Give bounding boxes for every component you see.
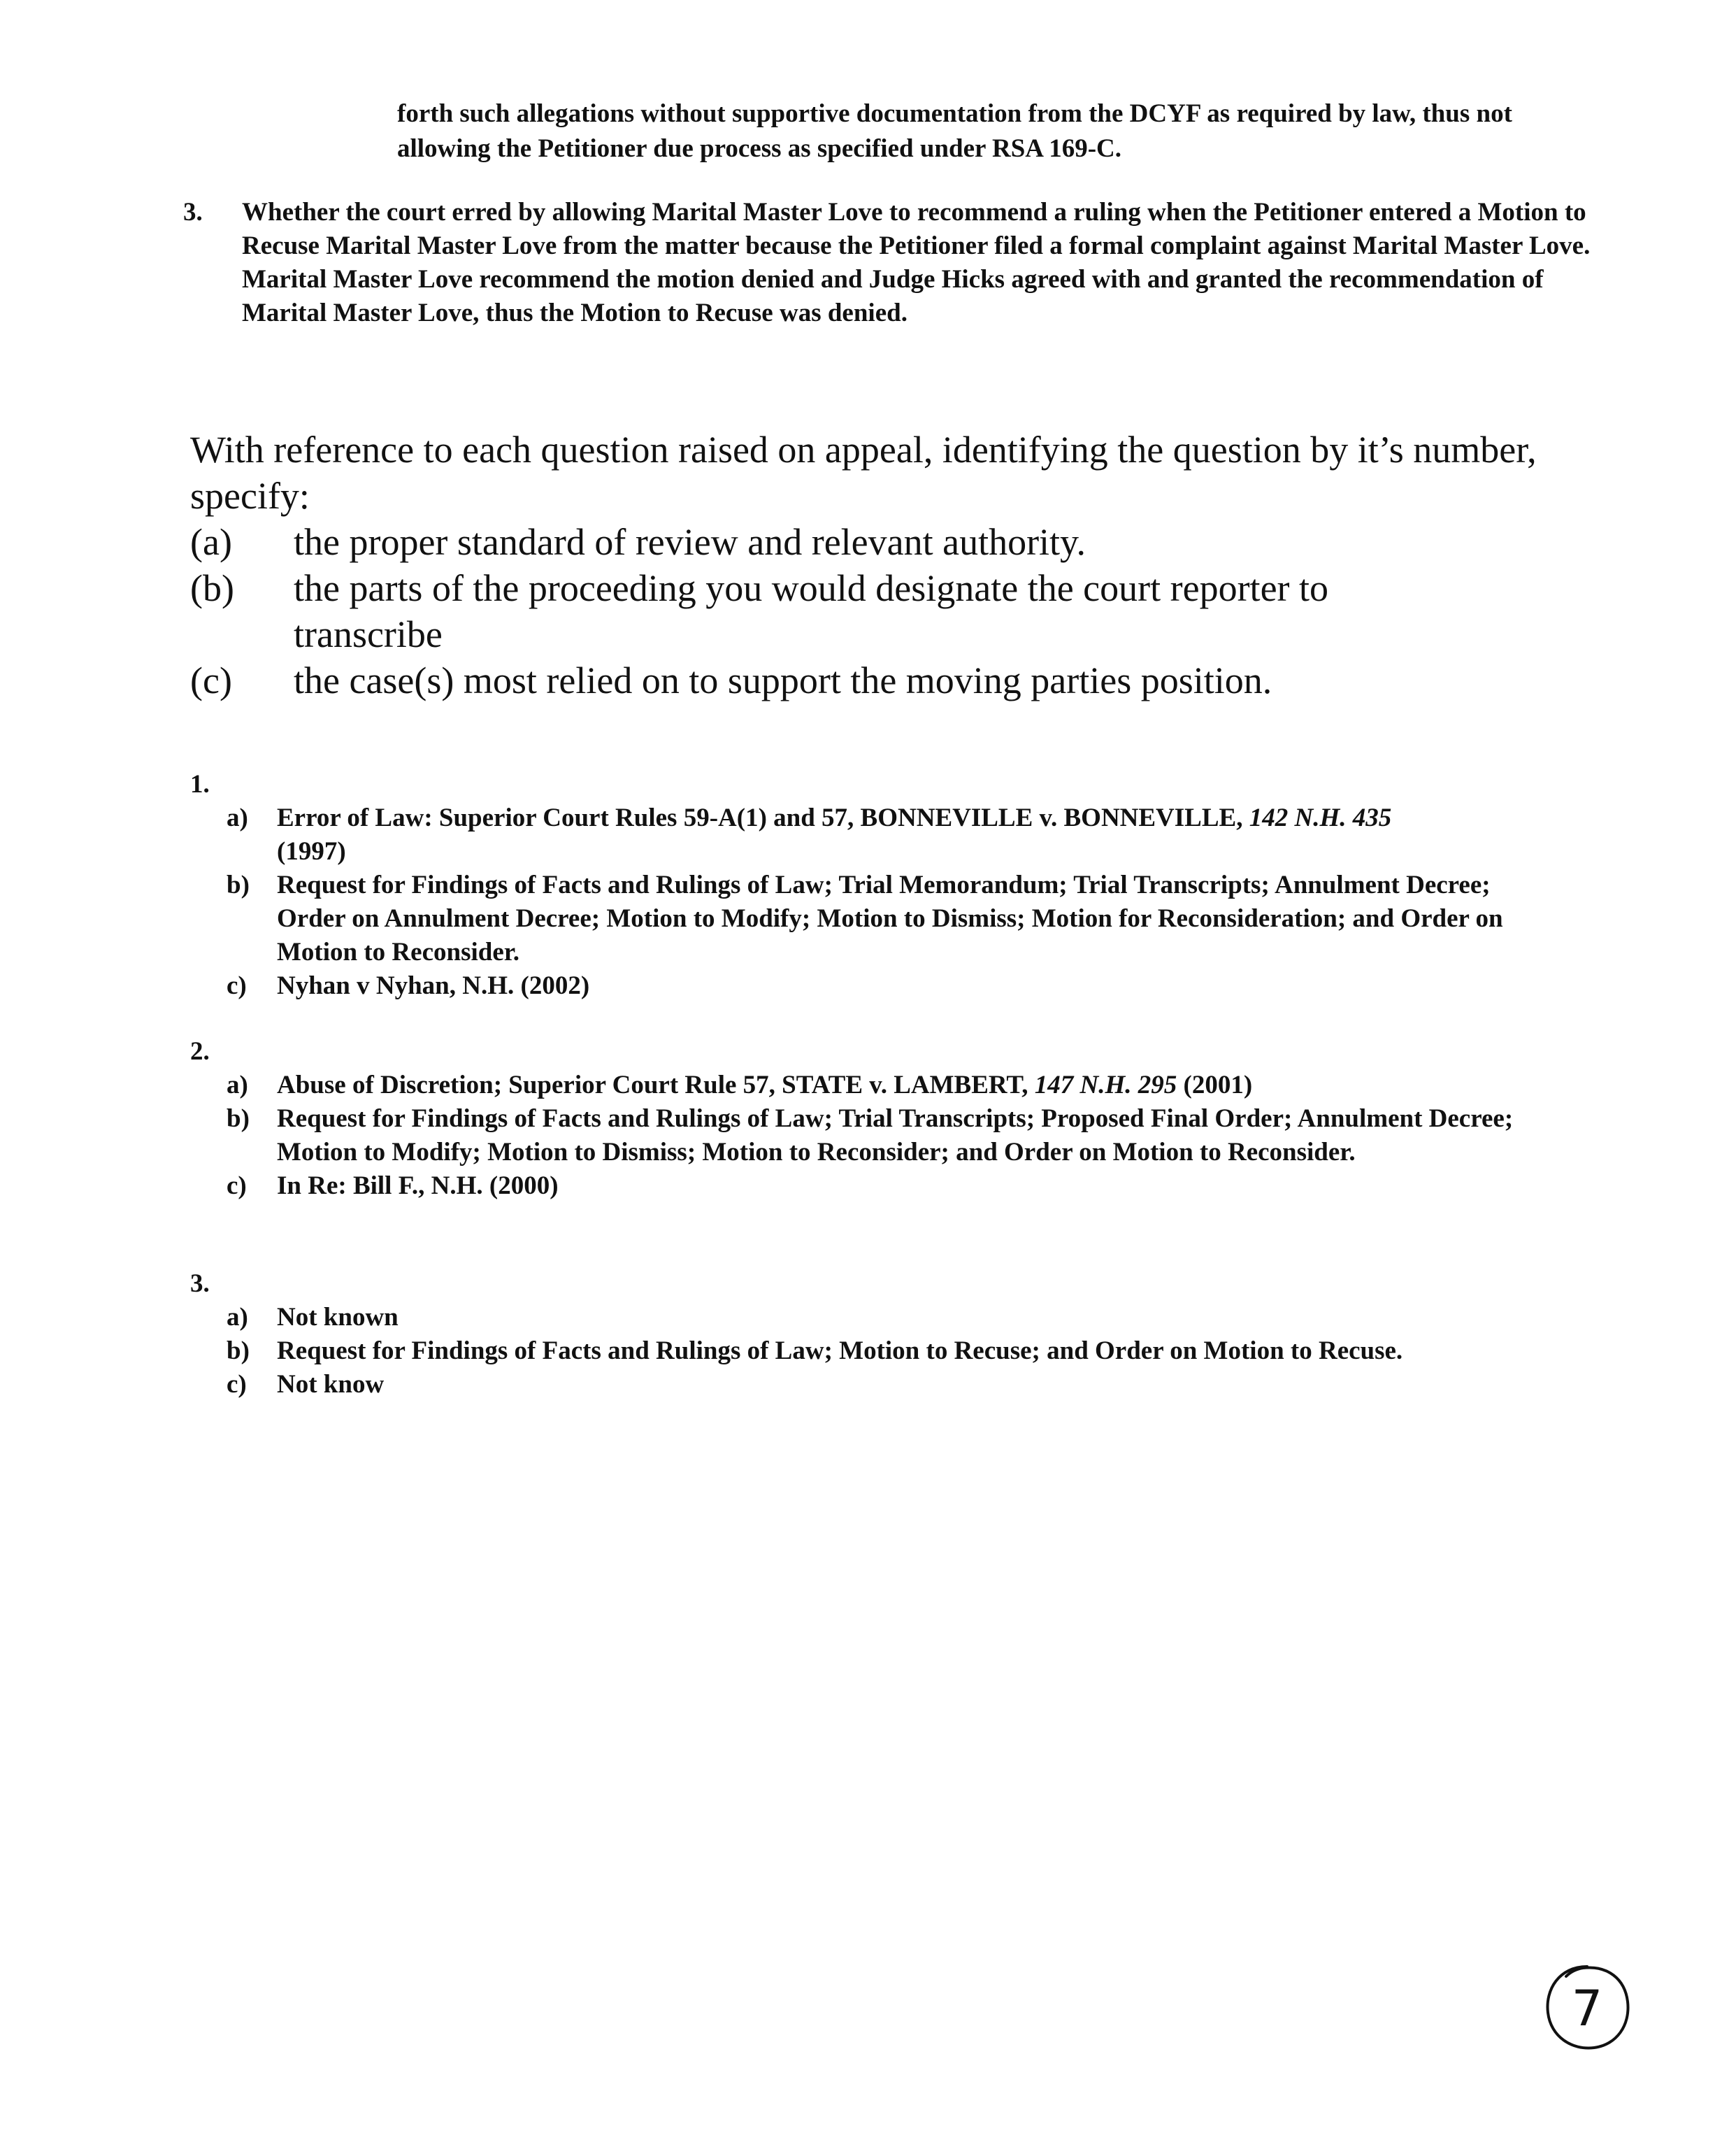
page-number-text: 7 <box>1571 1980 1603 2037</box>
question-number: 3. <box>183 198 203 227</box>
instruction-text: the parts of the proceeding you would designate the court reporter to transcribe <box>294 567 1329 655</box>
answer-item-c <box>190 1368 1561 1401</box>
item-text: Request for Findings of Facts and Rulings of Law; Trial Memorandum; Trial Transcripts; Annulment Decree; Order on Annulment Decree; Motion to Modify; Motion to Dismiss; Motion for Reconsideration; and Order on Motion to Reconsider. <box>277 871 1503 966</box>
question-text: Whether the court erred by allowing Marital Master Love to recommend a ruling when the Petitioner entered a Motion to Recuse Marital Master Love from the matter because the Petitioner filed a formal complaint against Marital Master Love. Marital Master Love recommend the motion denied and Judge Hicks agreed with and granted the recommendation of Marital Master Love, thus the Motion to Recuse was denied. <box>242 198 1591 327</box>
item-text: Not known <box>277 1303 399 1332</box>
answer-item-a <box>190 1301 1561 1334</box>
continuation-paragraph: forth such allegations without supportive documentation from the DCYF as required by law, thus not allowing the Petitioner due process as specified under RSA 169-C. <box>397 99 1512 163</box>
item-text: Error of Law: Superior Court Rules 59-A(1) and 57, BONNEVILLE v. BONNEVILLE, <box>277 804 1243 832</box>
item-label: a) <box>227 804 248 832</box>
handwritten-page-number <box>1538 1958 1636 2056</box>
instruction-item <box>190 657 1588 704</box>
answer-item-b <box>190 1334 1561 1368</box>
answer-1 <box>190 768 1561 1003</box>
citation: 142 N.H. 435 <box>1249 804 1392 832</box>
answer-item-a <box>190 1069 1561 1102</box>
instructions <box>190 427 1588 704</box>
item-label: b) <box>227 871 250 899</box>
answer-number: 1. <box>190 770 210 799</box>
item-label: c) <box>227 971 247 1000</box>
item-text: In Re: Bill F., N.H. (2000) <box>277 1171 559 1200</box>
item-text: Abuse of Discretion; Superior Court Rule 57, STATE v. LAMBERT, <box>277 1071 1028 1099</box>
answer-item-a <box>190 801 1561 869</box>
citation-year: (1997) <box>277 837 346 866</box>
answer-item-c <box>190 1169 1561 1203</box>
answer-number: 3. <box>190 1269 210 1298</box>
instruction-text: the proper standard of review and relevant authority. <box>294 521 1086 563</box>
answer-number: 2. <box>190 1037 210 1066</box>
item-label: b) <box>227 1104 250 1133</box>
instruction-item <box>190 565 1588 657</box>
item-text: Not know <box>277 1370 385 1399</box>
item-text: Request for Findings of Facts and Rulings of Law; Trial Transcripts; Proposed Final Order; Annulment Decree; Motion to Modify; Motion to Dismiss; Motion to Reconsider; and Order on Motion to Reconsider. <box>277 1104 1514 1167</box>
instructions-lead: With reference to each question raised on appeal, identifying the question by it’s number, specify: <box>190 429 1537 517</box>
instruction-label: (c) <box>190 659 232 701</box>
instruction-label: (a) <box>190 521 232 563</box>
instruction-item <box>190 519 1588 565</box>
item-text: Request for Findings of Facts and Rulings of Law; Motion to Recuse; and Order on Motion to Recuse. <box>277 1336 1403 1365</box>
item-label: a) <box>227 1071 248 1099</box>
answer-3 <box>190 1267 1561 1401</box>
instruction-text: the case(s) most relied on to support the moving parties position. <box>294 659 1272 701</box>
answer-item-c <box>190 969 1561 1003</box>
answer-item-b <box>190 869 1561 969</box>
item-label: c) <box>227 1171 247 1200</box>
instruction-label: (b) <box>190 567 234 609</box>
answer-2 <box>190 1035 1561 1203</box>
item-label: a) <box>227 1303 248 1332</box>
item-label: b) <box>227 1336 250 1365</box>
item-label: c) <box>227 1370 247 1399</box>
citation-year: (2001) <box>1183 1071 1253 1099</box>
item-text: Nyhan v Nyhan, N.H. (2002) <box>277 971 590 1000</box>
answer-item-b <box>190 1102 1561 1169</box>
citation: 147 N.H. 295 <box>1034 1071 1177 1099</box>
